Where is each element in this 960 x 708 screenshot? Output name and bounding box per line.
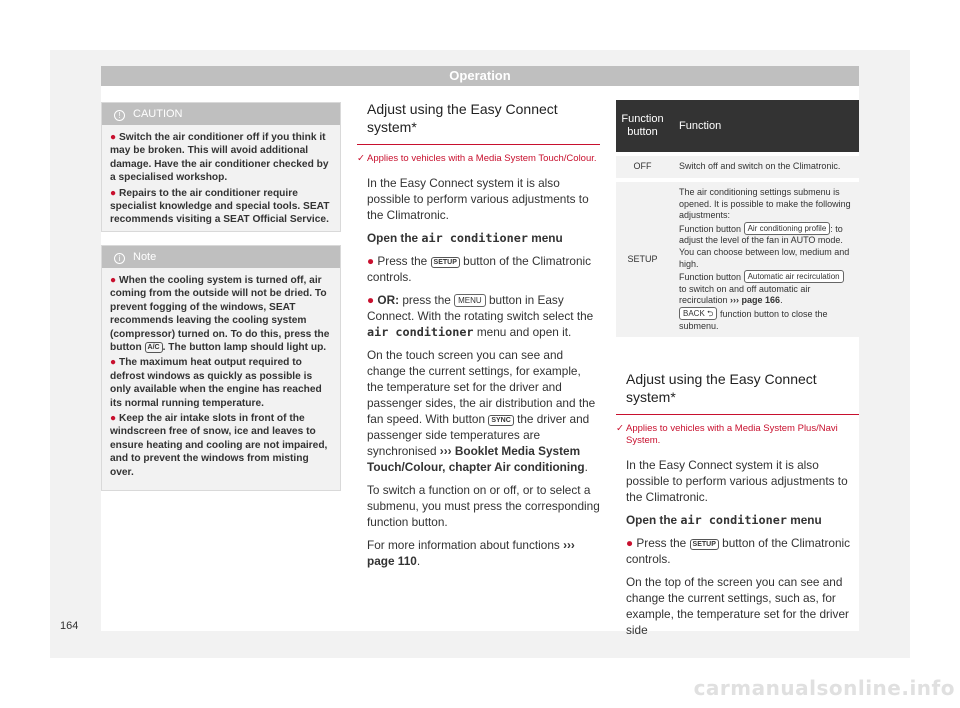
- bullet-icon: ●: [367, 293, 378, 307]
- table-row: [616, 180, 859, 337]
- booklet-reference[interactable]: ››› Booklet Media System Touch/Colour, chapter Air conditioning: [367, 444, 585, 474]
- section-heading: Adjust using the Easy Connect system*: [616, 370, 859, 415]
- step-or-menu: ● OR: press the MENU button in Easy Connect. With the rotating switch select the air conditioner menu and open it.: [367, 293, 594, 339]
- info-icon: i: [114, 253, 125, 264]
- bullet-icon: ●: [110, 357, 119, 369]
- sync-button-key: SYNC: [488, 415, 513, 426]
- section-header: Operation: [101, 66, 859, 86]
- caution-header: [102, 103, 340, 125]
- function-table: [616, 100, 859, 337]
- setup-button-key: SETUP: [690, 539, 719, 550]
- auto-recirculation-button-key: Automatic air recirculation: [744, 270, 844, 283]
- note-title: Note: [133, 251, 157, 263]
- menu-button-key: MENU: [454, 294, 486, 307]
- touch-screen-text: On the touch screen you can see and change the current settings, for example, the temperature set for the driver and passenger sides, the air distribution and the fan speed. With button SYNC the driver and passenger side temperatures are synchronised ››› Booklet Media System Touch/Colour, chapter Air conditioning.: [367, 348, 596, 474]
- ac-button-key: A/C: [145, 342, 163, 353]
- caution-item: ● Switch the air conditioner off if you think it may be broken. This will avoid additional damage. Have the air conditioner checked by a specialised workshop.: [110, 132, 329, 184]
- note-body: [102, 268, 340, 489]
- note-item: ● When the cooling system is turned off, air coming from the outside will not be dried. To prevent fogging of the windows, SEAT recommends leaving the cooling system (compressor) turned on. To do this, press the button A/C . The button lamp should light up.: [110, 275, 330, 354]
- cell-button: OFF: [616, 154, 669, 180]
- setup-button-key: SETUP: [431, 257, 460, 268]
- col-header-button: Function button: [616, 100, 669, 154]
- section-easy-connect-touch: [357, 100, 600, 576]
- bullet-icon: ●: [110, 132, 119, 143]
- top-screen-text: On the top of the screen you can see and change the current settings, such as, for example, the temperature set for the driver side: [626, 575, 849, 637]
- note-box: [101, 245, 341, 491]
- col-header-function: Function: [669, 100, 859, 154]
- cell-button: SETUP: [616, 180, 669, 337]
- section-heading: Adjust using the Easy Connect system*: [357, 100, 600, 145]
- air-profile-button-key: Air conditioning profile: [744, 222, 831, 235]
- note-item: ● Keep the air intake slots in front of the windscreen free of snow, ice and leaves to ensure heating and cooling are not impaired, and to prevent the windows from misting over.: [110, 413, 328, 478]
- check-icon: ✓: [616, 423, 624, 434]
- check-icon: ✓: [357, 153, 365, 164]
- bullet-icon: ●: [110, 275, 119, 286]
- caution-title: CAUTION: [133, 108, 183, 120]
- back-button-key: BACK ⮌: [679, 307, 717, 320]
- intro-text: In the Easy Connect system it is also possible to perform various adjustments to the Climatronic.: [367, 176, 589, 222]
- table-row: [616, 154, 859, 180]
- section-easy-connect-plus: [616, 370, 859, 645]
- open-menu-heading: Open the air conditioner menu: [626, 513, 822, 527]
- applies-note: ✓ Applies to vehicles with a Media System Plus/Navi System.: [616, 423, 838, 446]
- caution-box: [101, 102, 341, 232]
- switch-function-text: To switch a function on or off, or to select a submenu, you must press the corresponding function button.: [367, 483, 600, 529]
- caution-body: [102, 125, 340, 237]
- page-reference[interactable]: ››› page 166: [730, 295, 781, 306]
- note-item: ● The maximum heat output required to defrost windows as quickly as possible is only available when the engine has reached its normal running temperature.: [110, 357, 322, 409]
- page-number: 164: [60, 620, 79, 632]
- step-press-setup: ● Press the SETUP button of the Climatronic controls.: [367, 254, 592, 284]
- bullet-icon: ●: [626, 536, 637, 550]
- intro-text: In the Easy Connect system it is also possible to perform various adjustments to the Climatronic.: [626, 458, 848, 504]
- open-menu-heading: Open the air conditioner menu: [367, 231, 563, 245]
- watermark: carmanualsonline.info: [693, 676, 955, 700]
- note-header: [102, 246, 340, 268]
- page-reference[interactable]: ››› page 110: [367, 538, 575, 568]
- bullet-icon: ●: [110, 187, 119, 199]
- cell-function: Switch off and switch on the Climatronic.: [669, 154, 859, 180]
- bullet-icon: ●: [367, 254, 378, 268]
- applies-note: ✓ Applies to vehicles with a Media System Touch/Colour.: [357, 153, 597, 164]
- more-info-text: For more information about functions ››› page 110.: [367, 538, 575, 568]
- bullet-icon: ●: [110, 413, 119, 425]
- step-press-setup: ● Press the SETUP button of the Climatronic controls.: [626, 536, 851, 566]
- warning-icon: !: [114, 110, 125, 121]
- table-header-row: [616, 100, 859, 154]
- caution-item: ● Repairs to the air conditioner require specialist knowledge and special tools. SEAT recommends visiting a SEAT Official Service.: [110, 187, 330, 226]
- cell-function: The air conditioning settings submenu is opened. It is possible to make the following adjustments: Function button Air conditioning profile : to adjust the level of the fan in AUTO mode. You can choose between low, medium and high. Function button Automatic air recirculation to switch on and off automatic air recirculation ››› page 166. BACK ⮌ function button to close the submenu.: [669, 180, 859, 337]
